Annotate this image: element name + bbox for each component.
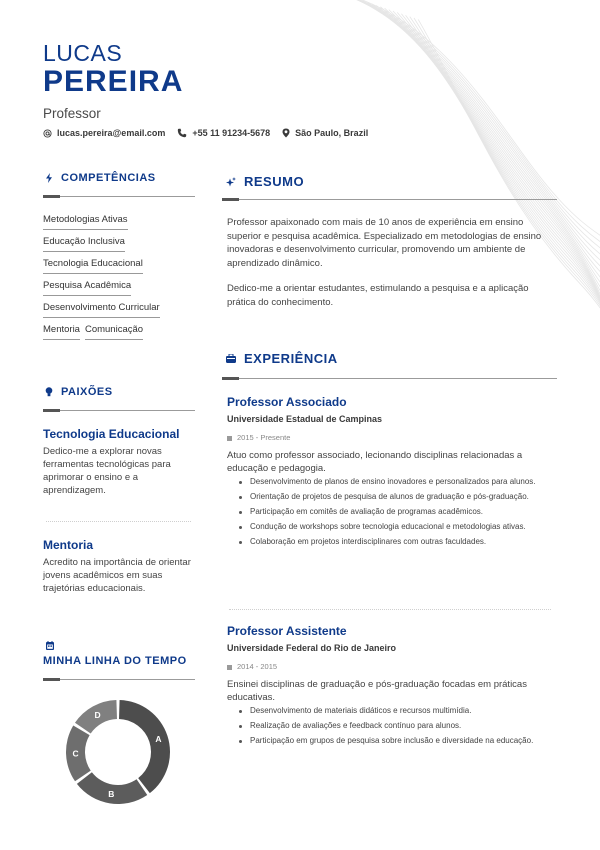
job-bullet: Desenvolvimento de materiais didáticos e recursos multimídia.: [237, 706, 552, 716]
resume-header: [43, 40, 380, 138]
job-bullet: Participação em grupos de pesquisa sobre inclusão e diversidade na educação.: [237, 736, 552, 746]
job-date-text: 2015 - Presente: [237, 433, 291, 442]
contact-bar: [43, 128, 380, 138]
lightbulb-icon: [45, 387, 53, 397]
job-description: Ensinei disciplinas de graduação e pós-graduação focadas em práticas educativas.: [227, 679, 527, 703]
passion-description: Dedico-me a explorar novas ferramentas tecnológicas para aprimorar o ensino e a aprendizagem.: [43, 446, 171, 496]
competencias-heading: [45, 172, 156, 184]
donut-label-d: D: [94, 709, 101, 720]
lightning-icon: [45, 173, 53, 183]
phone-text: +55 11 91234-5678: [192, 128, 271, 138]
wave-line: [414, 18, 600, 400]
skill-tag: Comunicação: [85, 324, 143, 340]
donut-segment-a: [119, 700, 170, 793]
job-entry: [227, 395, 552, 552]
job-bullet: Colaboração em projetos interdisciplinares com outras faculdades.: [237, 537, 552, 547]
passion-description: Acredito na importância de orientar jovens acadêmicos em suas trajetórias educacionais.: [43, 557, 191, 594]
job-bullet: Participação em comitês de avaliação de programas acadêmicos.: [237, 507, 552, 517]
job-date: [227, 433, 552, 443]
calendar-icon: [46, 641, 54, 650]
donut-label-c: C: [72, 748, 79, 759]
timeline-title: MINHA LINHA DO TEMPO: [43, 655, 187, 667]
job-date: [227, 662, 552, 672]
summary-text: [227, 216, 552, 309]
job-bullet: Orientação de projetos de pesquisa de alunos de graduação e pós-graduação.: [237, 492, 552, 502]
resumo-heading: [226, 174, 304, 189]
skill-tag: Desenvolvimento Curricular: [43, 302, 160, 318]
job-role: Professor Assistente: [227, 624, 347, 638]
donut-label-b: B: [108, 788, 115, 799]
passion-item: [43, 538, 203, 595]
job-bullets: [237, 477, 552, 547]
job-organization: Universidade Estadual de Campinas: [227, 414, 383, 424]
experiencia-rule: [222, 378, 557, 379]
job-divider: [229, 609, 551, 610]
skill-tag: Educação Inclusiva: [43, 236, 125, 252]
summary-paragraph: Professor apaixonado com mais de 10 anos de experiência em ensino superior e pesquisa acadêmica. Especializado em metodologias de ensino inovadoras e desenvolvimento curricular, promovendo um ambiente de aprendizado dinâmico.: [227, 217, 542, 269]
passion-title: Tecnologia Educacional: [43, 427, 180, 441]
briefcase-icon: [226, 354, 236, 363]
job-role: Professor Associado: [227, 395, 347, 409]
skill-tag: Pesquisa Acadêmica: [43, 280, 131, 296]
resumo-title: RESUMO: [244, 174, 305, 189]
skills-list: [43, 214, 203, 346]
phone-icon: [177, 128, 187, 138]
contact-phone[interactable]: [177, 128, 270, 138]
job-description: Atuo como professor associado, lecionando disciplinas relacionadas a educação e pedagogia.: [227, 450, 523, 474]
first-name: LUCAS: [43, 40, 123, 66]
timeline-rule: [43, 679, 195, 680]
skill-tag: Tecnologia Educacional: [43, 258, 143, 274]
calendar-square-icon: [227, 665, 232, 670]
donut-label-a: A: [155, 733, 162, 744]
wave-line: [393, 11, 600, 365]
job-date-text: 2014 - 2015: [237, 662, 278, 671]
at-icon: [43, 129, 52, 138]
summary-paragraph: Dedico-me a orientar estudantes, estimulando a pesquisa e a aplicação prática do conhecimento.: [227, 283, 529, 308]
paixoes-heading: [45, 386, 113, 398]
job-bullet: Realização de avaliações e feedback contínuo para alunos.: [237, 721, 552, 731]
sparkle-icon: [226, 177, 236, 187]
experiencia-heading: [226, 351, 338, 366]
wave-line: [418, 19, 600, 407]
experiencia-title: EXPERIÊNCIA: [244, 351, 338, 366]
contact-location: [282, 128, 368, 138]
job-entry: [227, 624, 552, 751]
contact-email[interactable]: [43, 128, 165, 138]
competencias-title: COMPETÊNCIAS: [61, 172, 156, 184]
last-name: PEREIRA: [43, 65, 184, 98]
job-bullet: Desenvolvimento de planos de ensino inovadores e personalizados para alunos.: [237, 477, 552, 487]
location-text: São Paulo, Brazil: [295, 128, 369, 138]
competencias-rule: [43, 196, 195, 197]
job-title: Professor: [43, 106, 101, 121]
timeline-donut-chart: [60, 694, 176, 810]
passion-title: Mentoria: [43, 538, 94, 552]
wave-line: [406, 15, 600, 386]
job-bullet: Condução de workshops sobre tecnologia educacional e metodologias ativas.: [237, 522, 552, 532]
resumo-rule: [222, 199, 557, 200]
passion-divider: [46, 521, 191, 522]
passion-item: [43, 427, 203, 497]
paixoes-title: PAIXÕES: [61, 386, 113, 398]
email-text: lucas.pereira@email.com: [57, 128, 166, 138]
skill-tag: Mentoria: [43, 324, 80, 340]
skill-tag: Metodologias Ativas: [43, 214, 128, 230]
wave-line: [397, 12, 600, 372]
paixoes-rule: [43, 410, 195, 411]
wave-line: [401, 14, 600, 379]
job-organization: Universidade Federal do Rio de Janeiro: [227, 643, 397, 653]
location-pin-icon: [282, 128, 290, 138]
calendar-square-icon: [227, 436, 232, 441]
wave-line: [410, 17, 600, 393]
job-bullets: [237, 706, 552, 746]
